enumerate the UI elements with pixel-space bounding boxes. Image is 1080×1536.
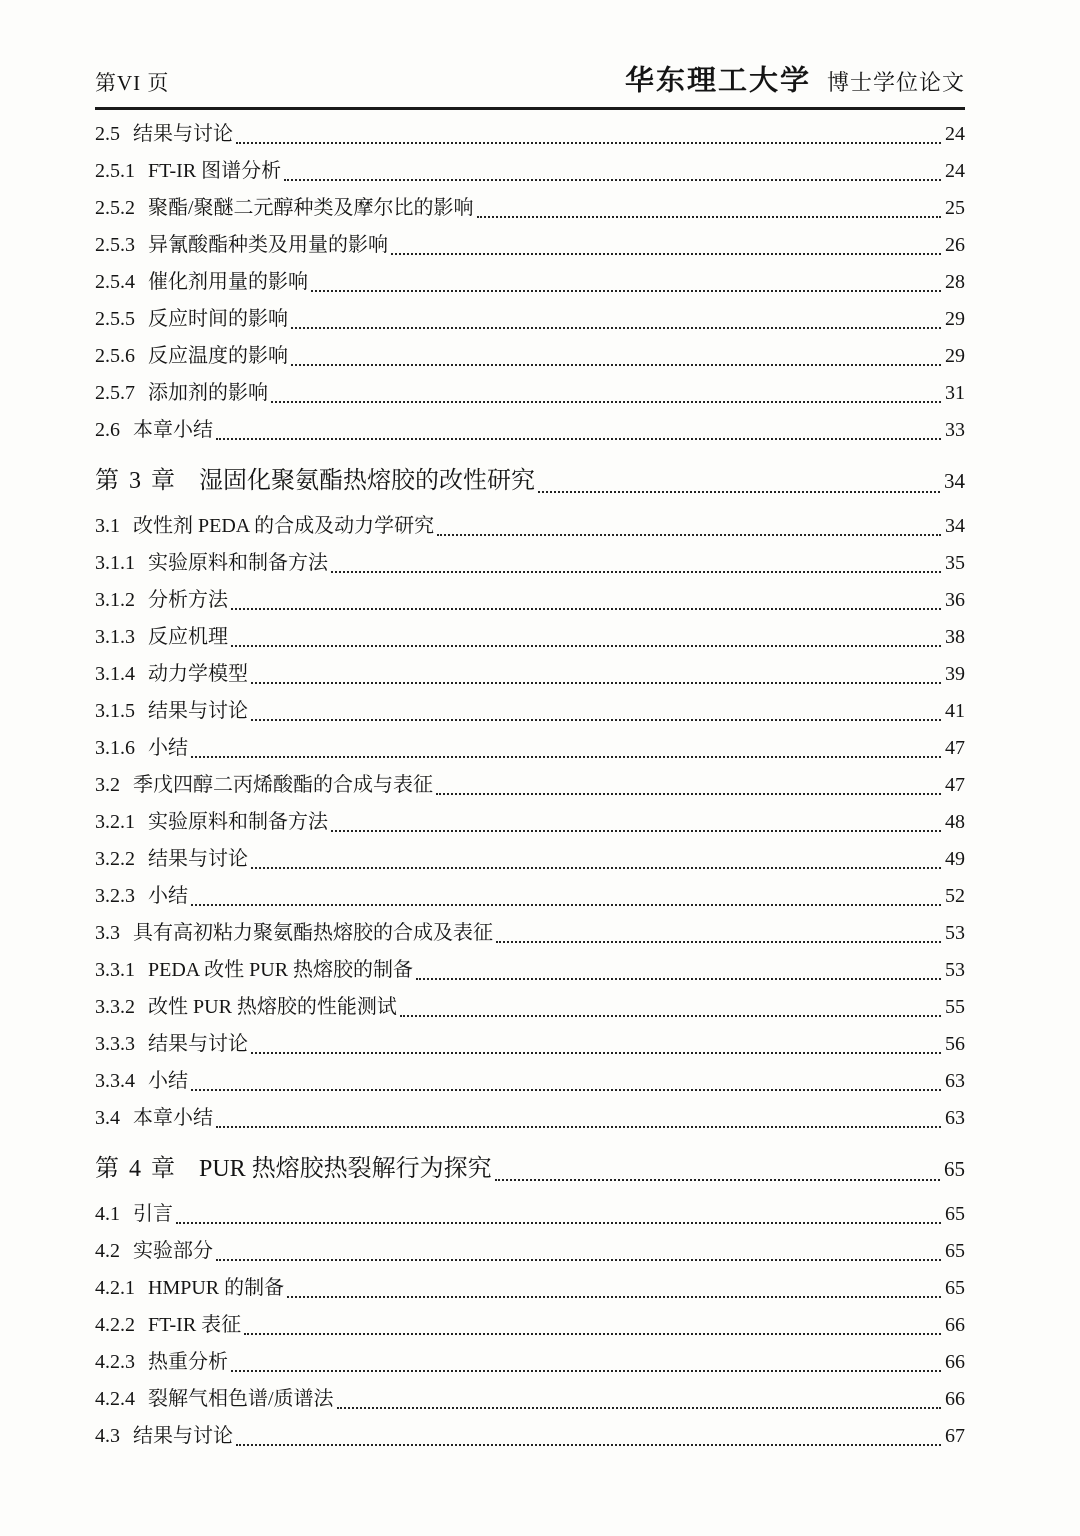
toc-entry-title: 分析方法 [148, 589, 228, 611]
toc-entry-number: 3.1.2 [95, 589, 135, 611]
dot-leader-icon [437, 534, 941, 536]
toc-entry-number: 4.2.4 [95, 1388, 135, 1410]
dot-leader-icon [311, 290, 941, 292]
dot-leader-icon [271, 401, 941, 403]
toc-entry [95, 989, 965, 1026]
toc-entry-page: 34 [944, 469, 965, 493]
toc-entry-page: 53 [945, 922, 965, 944]
dot-leader-icon [436, 793, 941, 795]
dot-leader-icon [191, 1089, 941, 1091]
dot-leader-icon [236, 1444, 941, 1446]
header-rule [95, 107, 965, 110]
toc-entry-number: 3.1.5 [95, 700, 135, 722]
toc-entry-title: PEDA 改性 PUR 热熔胶的制备 [148, 959, 414, 981]
toc-entry-page: 29 [945, 345, 965, 367]
dot-leader-icon [291, 327, 941, 329]
toc-entry [95, 1233, 965, 1270]
toc-entry-page: 65 [945, 1240, 965, 1262]
toc-entry-title: 热重分析 [148, 1351, 228, 1373]
toc-entry [95, 767, 965, 804]
toc-entry-number: 3.3 [95, 922, 120, 944]
toc-entry [95, 116, 965, 153]
university-logotype: 华东理工大学 [624, 65, 811, 97]
toc-entry-number: 3.2.3 [95, 885, 135, 907]
toc-entry-page: 24 [945, 123, 965, 145]
toc-entry-page: 66 [945, 1388, 965, 1410]
toc-entry-number: 4.2.3 [95, 1351, 135, 1373]
dot-leader-icon [495, 1179, 940, 1181]
dot-leader-icon [191, 756, 941, 758]
toc-entry-title: FT-IR 图谱分析 [148, 160, 282, 182]
toc-entry [95, 1100, 965, 1137]
toc-entry-number: 2.6 [95, 419, 120, 441]
dot-leader-icon [176, 1222, 941, 1224]
toc-entry [95, 1196, 965, 1233]
toc-entry-number: 2.5.4 [95, 271, 135, 293]
toc-entry-title: 本章小结 [133, 1107, 213, 1129]
toc-entry-page: 31 [945, 382, 965, 404]
toc-entry-number: 2.5 [95, 123, 120, 145]
toc-entry-title: 实验部分 [133, 1240, 213, 1262]
toc-entry [95, 1344, 965, 1381]
toc-entry-title: 结果与讨论 [148, 1033, 248, 1055]
toc-entry-page: 39 [945, 663, 965, 685]
toc-entry-page: 26 [945, 234, 965, 256]
toc-entry [95, 227, 965, 264]
toc-entry-page: 34 [945, 515, 965, 537]
dot-leader-icon [391, 253, 941, 255]
toc-entry-title: 小结 [148, 1070, 188, 1092]
toc-entry-title: 结果与讨论 [133, 123, 233, 145]
toc-entry-title: 结果与讨论 [148, 700, 248, 722]
page-header [95, 58, 965, 99]
toc-entry-page: 28 [945, 271, 965, 293]
dot-leader-icon [496, 941, 941, 943]
toc-entry-page: 55 [945, 996, 965, 1018]
toc-entry [95, 915, 965, 952]
toc-entry [95, 1146, 965, 1192]
toc-entry-title: HMPUR 的制备 [148, 1277, 285, 1299]
toc-entry [95, 458, 965, 504]
toc-entry [95, 153, 965, 190]
toc-entry-number: 第 4 章 [95, 1156, 177, 1182]
dot-leader-icon [231, 645, 941, 647]
toc-entry [95, 878, 965, 915]
toc-entry-page: 47 [945, 737, 965, 759]
toc-entry-number: 3.1.4 [95, 663, 135, 685]
toc-entry [95, 264, 965, 301]
toc-entry-title: 改性 PUR 热熔胶的性能测试 [148, 996, 397, 1018]
toc-entry-number: 3.3.4 [95, 1070, 135, 1092]
toc-entry [95, 508, 965, 545]
toc-entry-number: 3.3.2 [95, 996, 135, 1018]
toc-entry [95, 301, 965, 338]
toc-entry-number: 4.2 [95, 1240, 120, 1262]
toc-entry-title: 本章小结 [133, 419, 213, 441]
toc-entry-number: 第 3 章 [95, 468, 177, 494]
dot-leader-icon [291, 364, 941, 366]
dot-leader-icon [477, 216, 941, 218]
toc-entry [95, 1270, 965, 1307]
toc-entry-page: 48 [945, 811, 965, 833]
toc-entry-page: 63 [945, 1070, 965, 1092]
toc-entry-number: 3.2 [95, 774, 120, 796]
toc-entry-page: 38 [945, 626, 965, 648]
toc-entry [95, 1026, 965, 1063]
toc-entry-number: 4.3 [95, 1425, 120, 1447]
toc-entry-title: 改性剂 PEDA 的合成及动力学研究 [133, 515, 435, 537]
toc-entry [95, 1381, 965, 1418]
toc-entry [95, 1307, 965, 1344]
toc-entry-number: 3.1.1 [95, 552, 135, 574]
toc-entry-number: 3.1 [95, 515, 120, 537]
toc-entry-page: 25 [945, 197, 965, 219]
toc-entry [95, 190, 965, 227]
dot-leader-icon [251, 682, 941, 684]
toc-entry-page: 53 [945, 959, 965, 981]
toc-entry [95, 730, 965, 767]
dot-leader-icon [216, 438, 941, 440]
toc-entry-number: 3.3.1 [95, 959, 135, 981]
toc-entry-page: 65 [945, 1277, 965, 1299]
toc-entry-title: 具有高初粘力聚氨酯热熔胶的合成及表征 [133, 922, 493, 944]
table-of-contents [95, 116, 965, 1455]
dot-leader-icon [236, 142, 941, 144]
dot-leader-icon [251, 867, 941, 869]
toc-entry-title: 结果与讨论 [133, 1425, 233, 1447]
toc-entry-title: 裂解气相色谱/质谱法 [148, 1388, 334, 1410]
toc-entry [95, 693, 965, 730]
toc-entry-page: 65 [944, 1157, 965, 1181]
toc-entry-number: 4.1 [95, 1203, 120, 1225]
toc-entry [95, 545, 965, 582]
toc-entry [95, 619, 965, 656]
toc-entry-title: 结果与讨论 [148, 848, 248, 870]
toc-entry-number: 3.3.3 [95, 1033, 135, 1055]
toc-entry-number: 4.2.1 [95, 1277, 135, 1299]
dot-leader-icon [331, 830, 941, 832]
toc-entry-page: 33 [945, 419, 965, 441]
toc-entry [95, 582, 965, 619]
toc-entry [95, 656, 965, 693]
toc-entry-number: 3.2.2 [95, 848, 135, 870]
toc-entry-number: 2.5.5 [95, 308, 135, 330]
dot-leader-icon [231, 608, 941, 610]
dot-leader-icon [284, 179, 941, 181]
header-right-group [625, 58, 965, 99]
toc-entry-title: 反应温度的影响 [148, 345, 288, 367]
toc-entry-number: 2.5.3 [95, 234, 135, 256]
toc-entry-title: 实验原料和制备方法 [148, 552, 328, 574]
toc-entry [95, 375, 965, 412]
toc-entry-page: 49 [945, 848, 965, 870]
toc-entry-title: 添加剂的影响 [148, 382, 268, 404]
toc-entry-title: 季戊四醇二丙烯酸酯的合成与表征 [133, 774, 433, 796]
toc-entry-title: 反应机理 [148, 626, 228, 648]
toc-entry [95, 412, 965, 449]
toc-entry-title: 湿固化聚氨酯热熔胶的改性研究 [199, 468, 535, 494]
toc-entry-title: FT-IR 表征 [148, 1314, 242, 1336]
toc-entry-page: 35 [945, 552, 965, 574]
dot-leader-icon [251, 719, 941, 721]
toc-entry-page: 66 [945, 1351, 965, 1373]
document-type-label: 博士学位论文 [826, 70, 965, 95]
dot-leader-icon [416, 978, 941, 980]
toc-entry-title: 小结 [148, 737, 188, 759]
toc-entry-page: 41 [945, 700, 965, 722]
toc-entry-page: 66 [945, 1314, 965, 1336]
toc-entry-title: 催化剂用量的影响 [148, 271, 308, 293]
toc-entry-title: 引言 [133, 1203, 173, 1225]
toc-entry-number: 3.1.3 [95, 626, 135, 648]
toc-entry-number: 3.2.1 [95, 811, 135, 833]
dot-leader-icon [244, 1333, 941, 1335]
toc-entry-title: 异氰酸酯种类及用量的影响 [148, 234, 388, 256]
dot-leader-icon [231, 1370, 941, 1372]
toc-entry-number: 3.1.6 [95, 737, 135, 759]
toc-entry [95, 1063, 965, 1100]
toc-entry [95, 804, 965, 841]
toc-entry [95, 841, 965, 878]
toc-entry-number: 2.5.1 [95, 160, 135, 182]
toc-entry-number: 4.2.2 [95, 1314, 135, 1336]
toc-entry-page: 24 [945, 160, 965, 182]
toc-entry-page: 67 [945, 1425, 965, 1447]
page-number-label: 第VI 页 [95, 71, 170, 95]
toc-entry-number: 3.4 [95, 1107, 120, 1129]
dot-leader-icon [538, 491, 940, 493]
toc-entry [95, 952, 965, 989]
toc-entry-page: 56 [945, 1033, 965, 1055]
toc-entry-number: 2.5.6 [95, 345, 135, 367]
toc-entry-title: 动力学模型 [148, 663, 248, 685]
dot-leader-icon [216, 1126, 941, 1128]
toc-entry-page: 63 [945, 1107, 965, 1129]
toc-entry-page: 36 [945, 589, 965, 611]
toc-entry [95, 1418, 965, 1455]
toc-entry-title: 反应时间的影响 [148, 308, 288, 330]
toc-entry-title: 实验原料和制备方法 [148, 811, 328, 833]
dot-leader-icon [287, 1296, 941, 1298]
dot-leader-icon [216, 1259, 941, 1261]
toc-entry-page: 29 [945, 308, 965, 330]
toc-entry-page: 52 [945, 885, 965, 907]
toc-entry-number: 2.5.7 [95, 382, 135, 404]
toc-entry-title: 小结 [148, 885, 188, 907]
dot-leader-icon [251, 1052, 941, 1054]
dot-leader-icon [191, 904, 941, 906]
toc-entry-title: PUR 热熔胶热裂解行为探究 [199, 1156, 492, 1182]
dot-leader-icon [337, 1407, 941, 1409]
toc-entry-page: 47 [945, 774, 965, 796]
toc-entry-number: 2.5.2 [95, 197, 135, 219]
toc-entry [95, 338, 965, 375]
toc-entry-page: 65 [945, 1203, 965, 1225]
dot-leader-icon [400, 1015, 941, 1017]
toc-entry-title: 聚酯/聚醚二元醇种类及摩尔比的影响 [148, 197, 474, 219]
dot-leader-icon [331, 571, 941, 573]
